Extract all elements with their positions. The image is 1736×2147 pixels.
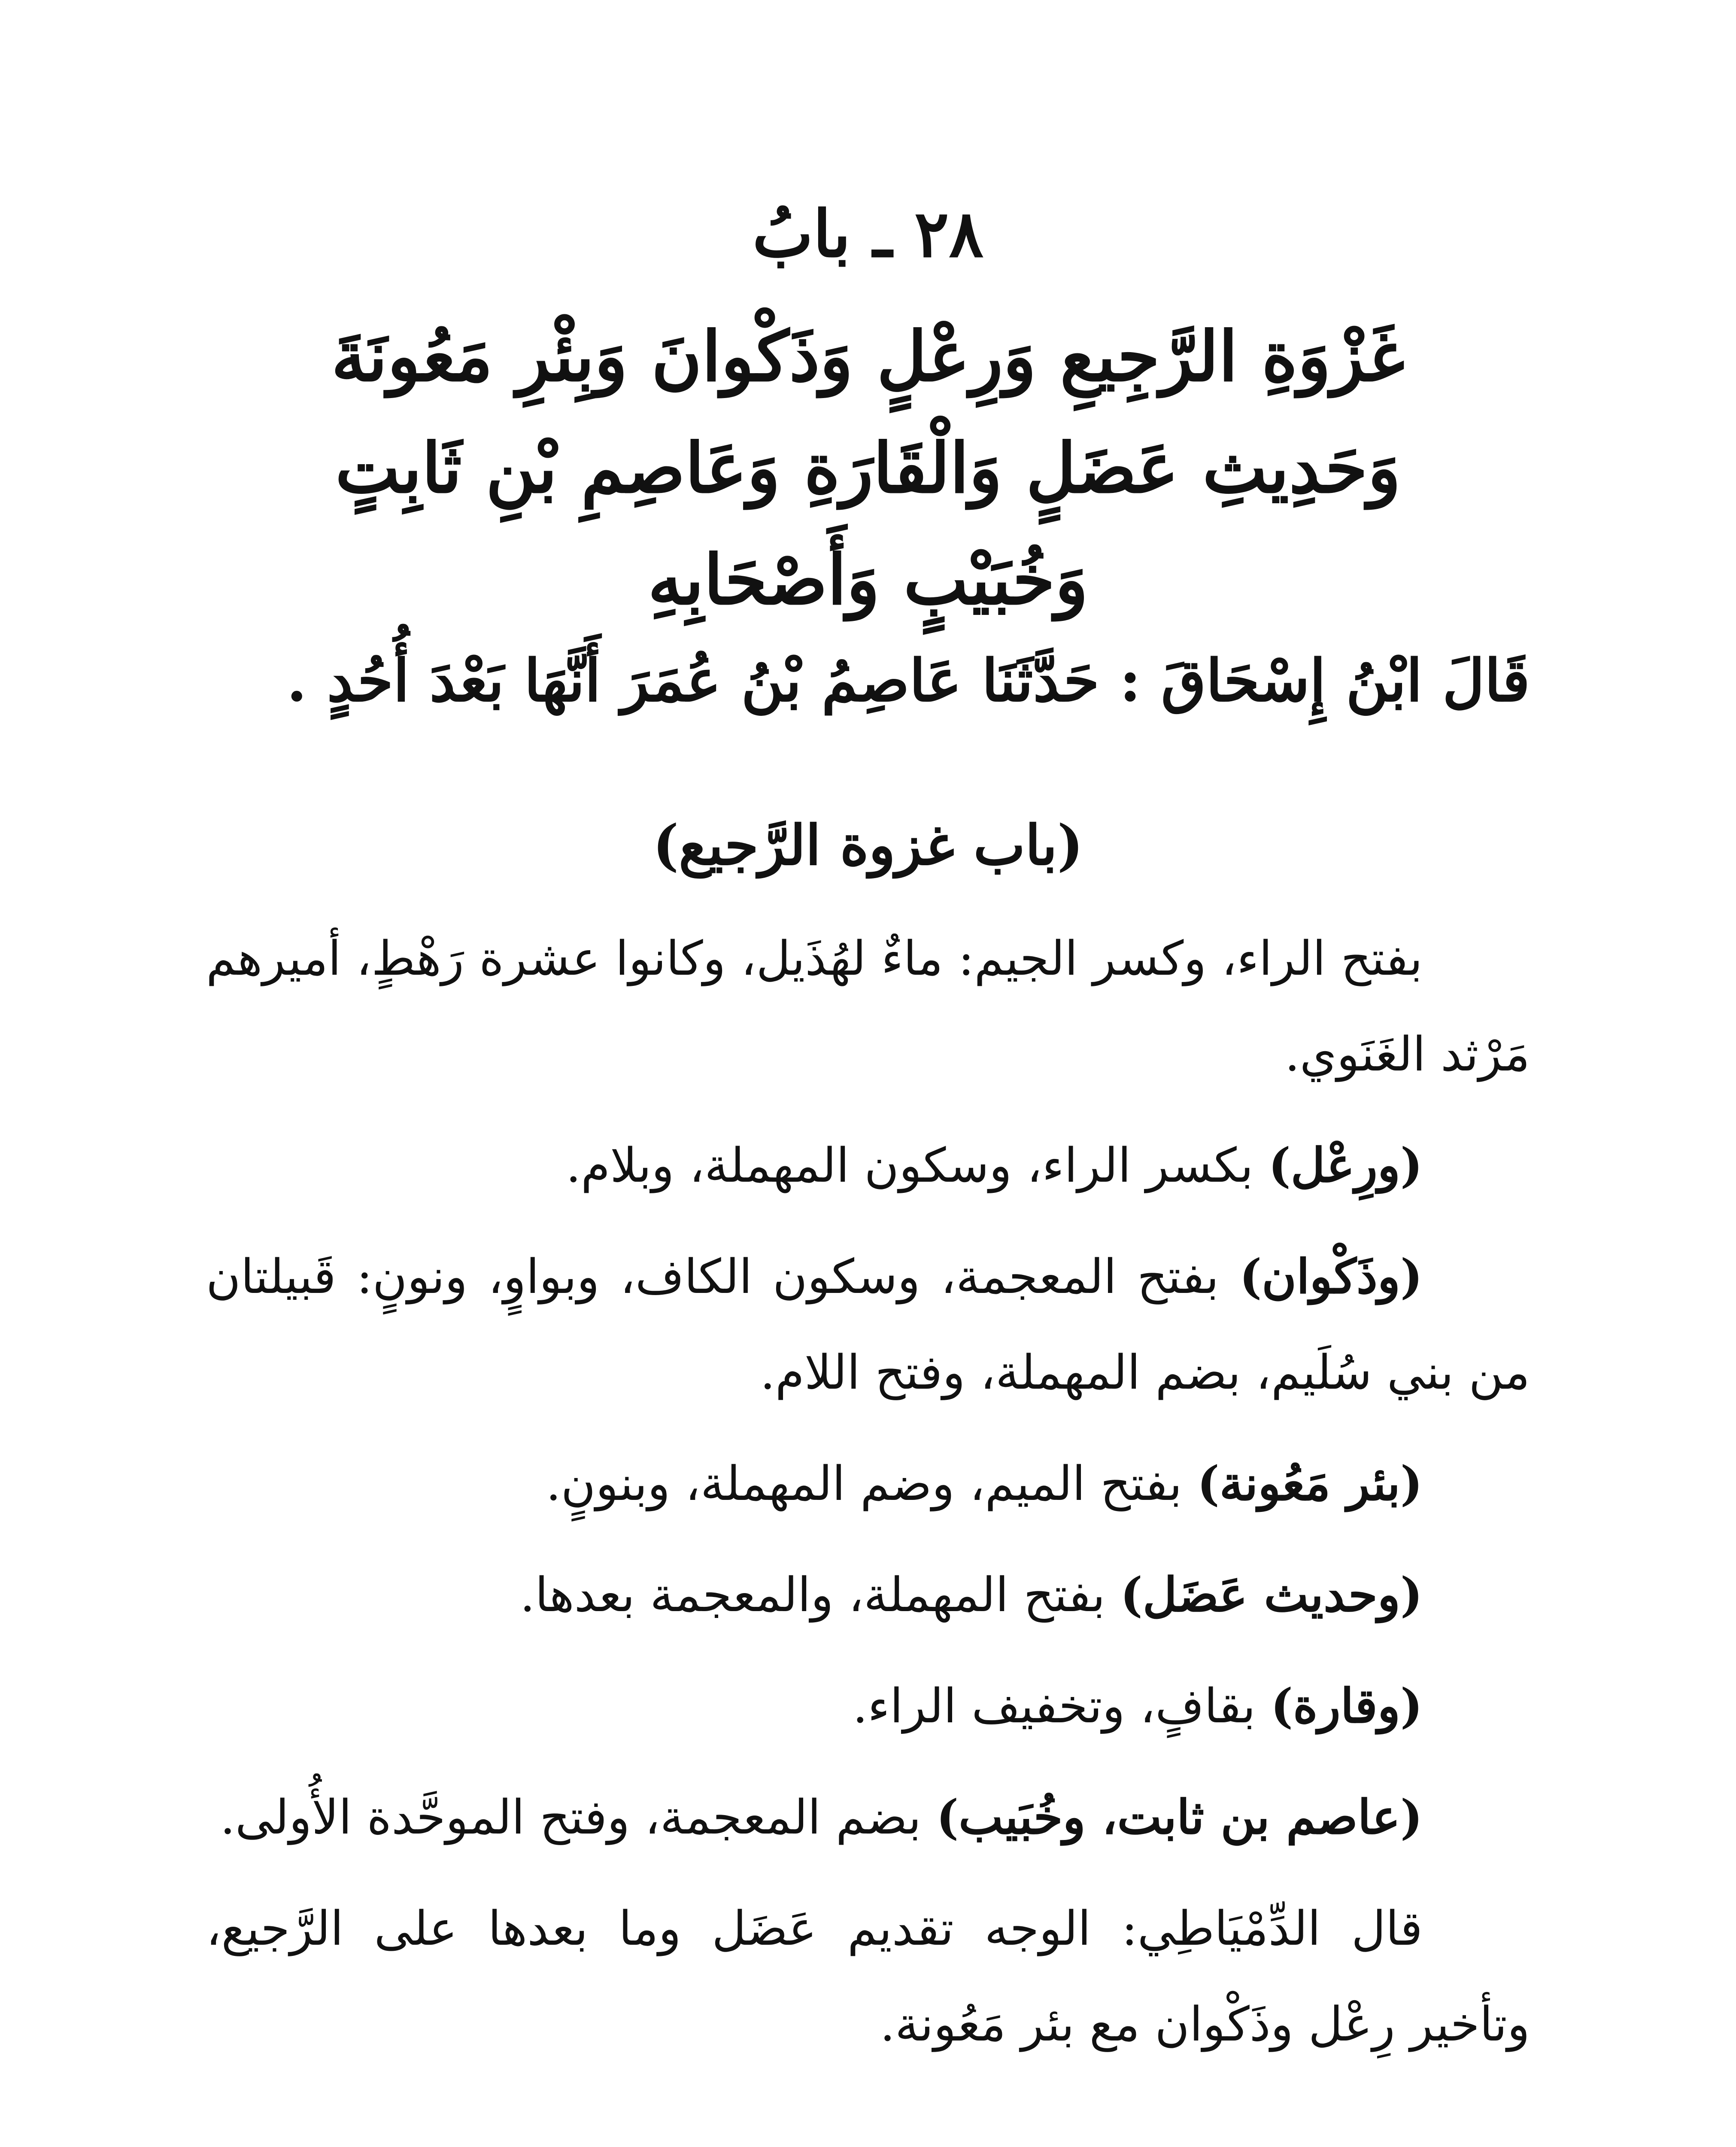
commentary-term: (بئر مَعُونة) — [1197, 1456, 1423, 1511]
chapter-title-line: وَحَدِيثِ عَضَلٍ وَالْقَارَةِ وَعَاصِمِ بْنِ ثَابِتٍ — [335, 428, 1401, 508]
commentary-paragraph — [206, 1229, 1530, 1420]
commentary-paragraph — [206, 910, 1530, 1102]
chapter-number: ٢٨ ـ بابُ — [752, 196, 984, 272]
commentary-term: (وحديث عَضَل) — [1120, 1567, 1423, 1622]
commentary-text: بفتح الميم، وضم المهملة، وبنونٍ. — [546, 1456, 1197, 1511]
commentary-text: بضم المعجمة، وفتح الموحَّدة الأُولى. — [220, 1790, 937, 1845]
commentary-text: بفتح المعجمة، وسكون الكاف، وبواوٍ، ونونٍ: قَبيلتان من بني سُلَيم، بضم المهملة، وفتح اللام. — [206, 1249, 1530, 1400]
commentary-paragraph — [206, 1117, 1530, 1213]
chapter-title — [236, 301, 1500, 636]
commentary-paragraph — [206, 1880, 1530, 2072]
section-heading: (باب غزوة الرَّجيع) — [653, 813, 1083, 878]
commentary-paragraph — [206, 1658, 1530, 1754]
commentary-term: (وقارة) — [1270, 1678, 1423, 1733]
chapter-title-line: غَزْوَةِ الرَّجِيعِ وَرِعْلٍ وَذَكْوانَ وَبِئْرِ مَعُونَةَ — [331, 316, 1405, 397]
commentary-text: قال الدِّمْيَاطِي: الوجه تقديم عَضَل وما بعدها على الرَّجيع، وتأخير رِعْل وذَكْوان مع بئر مَعُونة. — [206, 1901, 1530, 2052]
commentary-paragraph — [206, 1769, 1530, 1865]
commentary-term: (ورِعْل) — [1268, 1137, 1423, 1193]
chapter-title-line: وَخُبَيْبٍ وَأَصْحَابِهِ — [648, 539, 1088, 620]
commentary-text: بفتح المهملة، والمعجمة بعدها. — [520, 1567, 1120, 1622]
commentary — [206, 910, 1530, 2087]
commentary-paragraph — [206, 1435, 1530, 1532]
commentary-text: بكسر الراء، وسكون المهملة، وبلام. — [566, 1138, 1269, 1193]
commentary-term: (عاصم بن ثابت، وخُبَيب) — [936, 1789, 1423, 1845]
commentary-text: بقافٍ، وتخفيف الراء. — [853, 1679, 1271, 1733]
commentary-term: (وذَكْوان) — [1239, 1249, 1423, 1304]
hadith-text: قَالَ ابْنُ إِسْحَاقَ : حَدَّثَنَا عَاصِمُ بْنُ عُمَرَ أَنَّهَا بَعْدَ أُحُدٍ . — [286, 646, 1530, 715]
commentary-paragraph — [206, 1547, 1530, 1643]
commentary-text: بفتح الراء، وكسر الجيم: ماءٌ لهُذَيل، وكانوا عشرة رَهْطٍ، أميرهم مَرْثد الغَنَوي. — [206, 931, 1530, 1082]
